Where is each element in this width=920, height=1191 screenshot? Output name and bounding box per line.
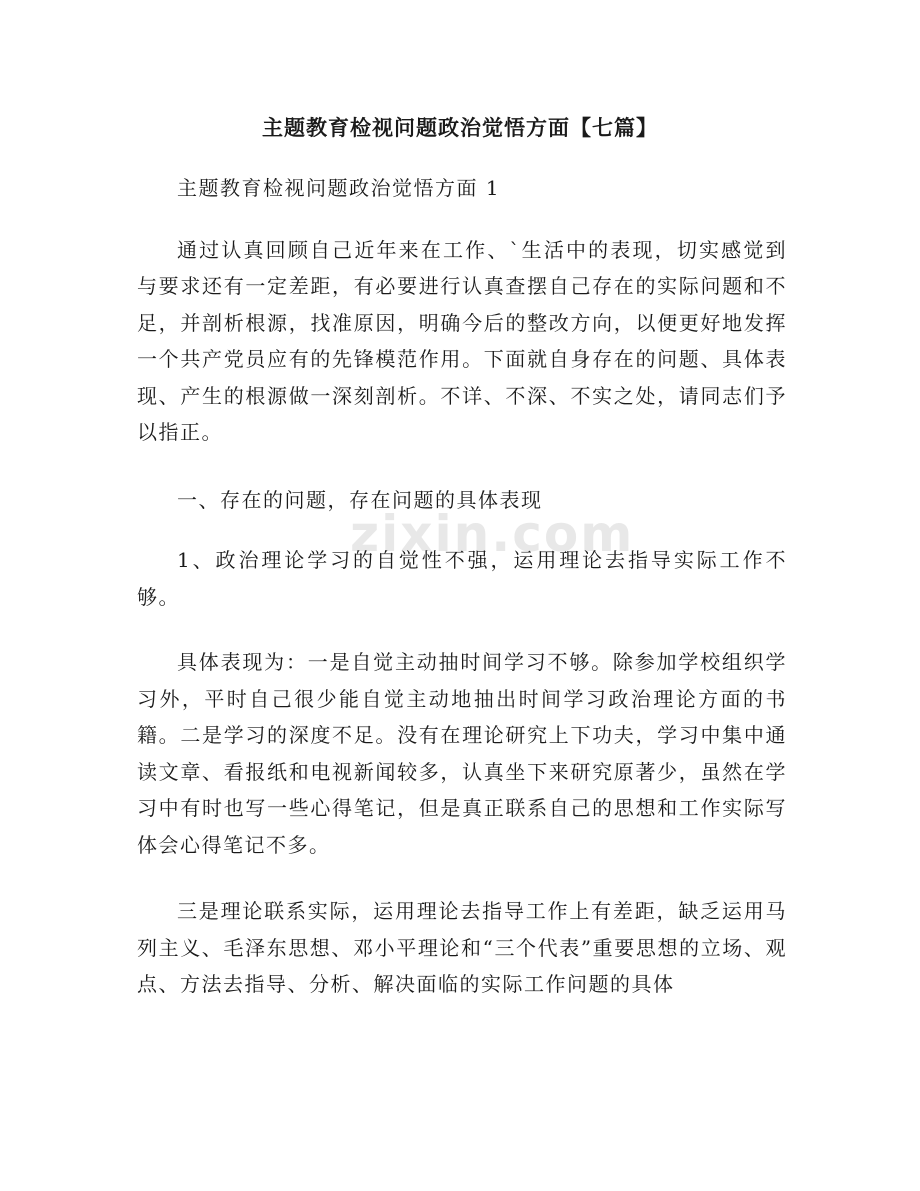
document-title: 主题教育检视问题政治觉悟方面【七篇】 <box>262 116 658 140</box>
paragraph-intro: 通过认真回顾自己近年来在工作、`生活中的表现，切实感觉到与要求还有一定差距，有必要进行认真查摆自己存在的实际问题和不足，并剖析根源，找准原因，明确今后的整改方向，以便更好地发挥一个共产党员应有的先锋模范作用。下面就自身存在的问题、具体表现、产生的根源做一深刻剖析。不详、不深、不实之处，请同志们予以指正。 <box>137 237 787 444</box>
paragraph-details: 具体表现为：一是自觉主动抽时间学习不够。除参加学校组织学习外，平时自己很少能自觉主动地抽出时间学习政治理论方面的书籍。二是学习的深度不足。没有在理论研究上下功夫，学习中集中通读文章、看报纸和电视新闻较多，认真坐下来研究原著少，虽然在学习中有时也写一些心得笔记，但是真正联系自己的思想和工作实际写体会心得笔记不多。 <box>137 650 787 857</box>
section-heading: 主题教育检视问题政治觉悟方面 1 <box>177 176 501 200</box>
document-body <box>137 170 787 1003</box>
paragraph-heading-problems: 一、存在的问题，存在问题的具体表现 <box>177 487 543 512</box>
paragraph-point-3: 三是理论联系实际，运用理论去指导工作上有差距，缺乏运用马列主义、毛泽东思想、邓小平理论和“三个代表”重要思想的立场、观点、方法去指导、分析、解决面临的实际工作问题的具体 <box>137 899 787 996</box>
paragraph-item-1: 1、政治理论学习的自觉性不强，运用理论去指导实际工作不够。 <box>137 548 787 609</box>
watermark: zixin.com <box>350 505 635 563</box>
